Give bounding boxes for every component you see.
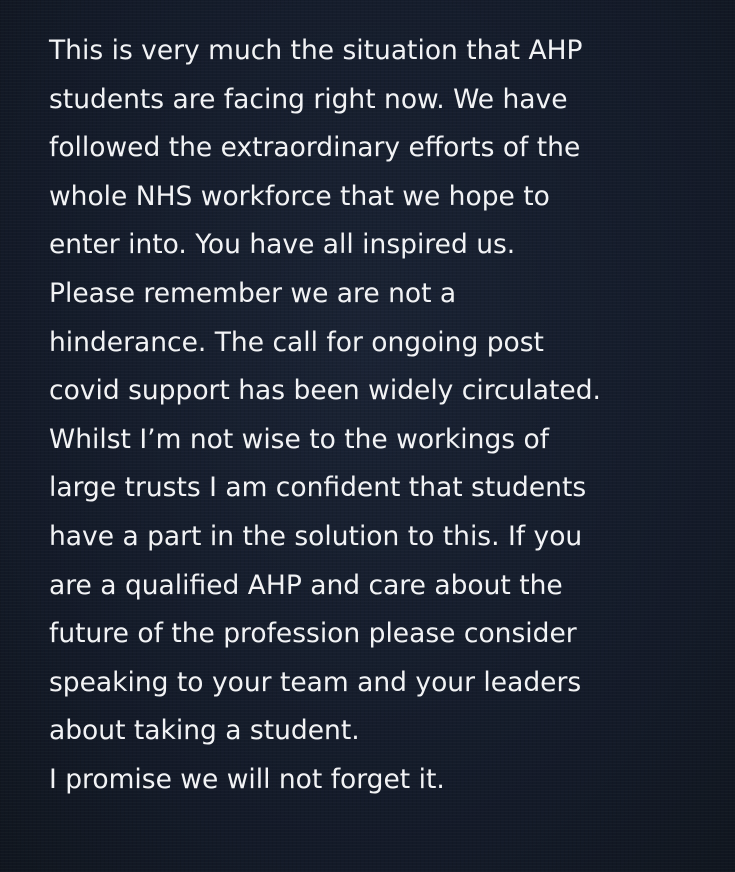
note-line: about taking a student.	[49, 715, 360, 747]
note-line: followed the extraordinary efforts of the	[49, 132, 581, 164]
note-line: students are facing right now. We have	[49, 83, 568, 115]
note-line: Whilst I’m not wise to the workings of	[49, 423, 550, 455]
note-line: are a qualified AHP and care about the	[49, 569, 563, 601]
note-line: covid support has been widely circulated.	[49, 375, 601, 407]
note-text-block	[49, 27, 729, 805]
note-line: large trusts I am confident that students	[49, 472, 587, 504]
note-line: enter into. You have all inspired us.	[49, 229, 516, 261]
note-line: Please remember we are not a	[49, 277, 457, 309]
note-line: future of the profession please consider	[49, 618, 577, 650]
note-line: have a part in the solution to this. If you	[49, 520, 583, 552]
note-line: hinderance. The call for ongoing post	[49, 326, 544, 358]
note-line: speaking to your team and your leaders	[49, 666, 582, 698]
note-line: I promise we will not forget it.	[49, 763, 445, 795]
note-line: whole NHS workforce that we hope to	[49, 180, 550, 212]
note-line: This is very much the situation that AHP	[49, 35, 583, 66]
